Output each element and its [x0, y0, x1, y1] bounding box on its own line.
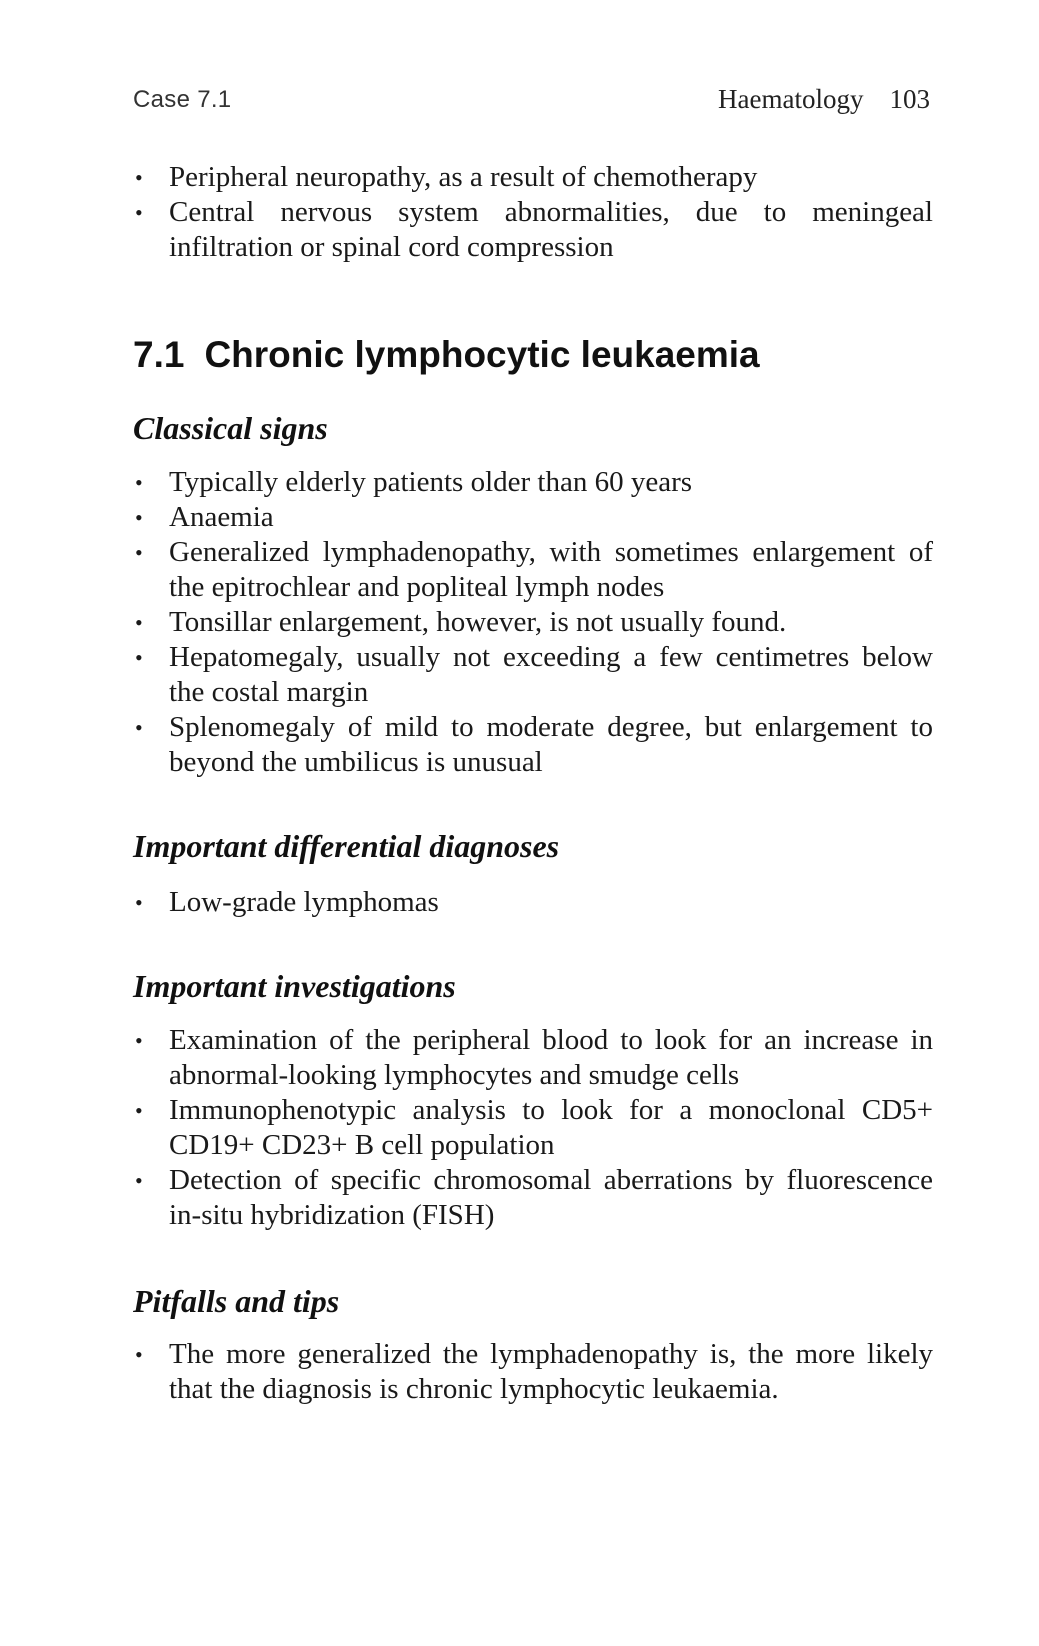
bullet-icon: •: [135, 470, 143, 495]
list-item: • Examination of the peripheral blood to look for an increase in abnormal-looking lymphocytes and smudge cells: [135, 1024, 933, 1091]
running-header: [133, 84, 930, 120]
bullet-icon: •: [135, 715, 143, 740]
list-item: • Peripheral neuropathy, as a result of chemotherapy: [135, 161, 758, 193]
list-item: • Splenomegaly of mild to moderate degree, but enlargement to beyond the umbilicus is unusual: [135, 711, 933, 778]
bullet-icon: •: [135, 1342, 143, 1367]
pitfalls-list: [133, 1337, 933, 1407]
bullet-icon: •: [135, 1098, 143, 1123]
chapter-and-page: [718, 84, 930, 115]
case-label: Case 7.1: [133, 86, 232, 113]
continued-list: [133, 160, 933, 265]
list-item: • Anaemia: [135, 501, 274, 533]
bullet-icon: •: [135, 890, 143, 915]
differential-diagnoses-heading: Important differential diagnoses: [133, 828, 560, 864]
classical-signs-list: [133, 465, 933, 780]
classical-signs-heading: Classical signs: [133, 410, 328, 446]
investigations-list: [133, 1023, 933, 1233]
section-number: 7.1: [133, 334, 185, 375]
bullet-icon: •: [135, 1028, 143, 1053]
list-item: • Detection of specific chromosomal aberrations by fluorescence in-situ hybridization (FISH): [135, 1164, 933, 1231]
investigations-heading: Important investigations: [133, 968, 456, 1004]
list-item: • Typically elderly patients older than 60 years: [135, 466, 693, 498]
bullet-icon: •: [135, 165, 143, 190]
list-item: • Immunophenotypic analysis to look for a monoclonal CD5+ CD19+ CD23+ B cell population: [135, 1094, 933, 1161]
pitfalls-heading: Pitfalls and tips: [133, 1283, 340, 1319]
list-item: • Hepatomegaly, usually not exceeding a few centimetres below the costal margin: [135, 641, 933, 708]
bullet-icon: •: [135, 645, 143, 670]
list-item: • The more generalized the lymphadenopathy is, the more likely that the diagnosis is chronic lymphocytic leukaemia.: [135, 1338, 933, 1405]
list-item: • Central nervous system abnormalities, due to meningeal infiltration or spinal cord compression: [135, 196, 933, 263]
list-item: • Low-grade lymphomas: [135, 886, 439, 918]
chapter-title: Haematology: [718, 84, 864, 114]
list-item: • Tonsillar enlargement, however, is not usually found.: [135, 606, 787, 638]
bullet-icon: •: [135, 540, 143, 565]
page-number: 103: [889, 84, 930, 114]
bullet-icon: •: [135, 200, 143, 225]
differential-diagnoses-list: [133, 885, 933, 920]
bullet-icon: •: [135, 610, 143, 635]
section-name: Chronic lymphocytic leukaemia: [204, 334, 760, 375]
section-title: [133, 334, 760, 376]
bullet-icon: •: [135, 1168, 143, 1193]
bullet-icon: •: [135, 505, 143, 530]
list-item: • Generalized lymphadenopathy, with sometimes enlargement of the epitrochlear and popliteal lymph nodes: [135, 536, 933, 603]
